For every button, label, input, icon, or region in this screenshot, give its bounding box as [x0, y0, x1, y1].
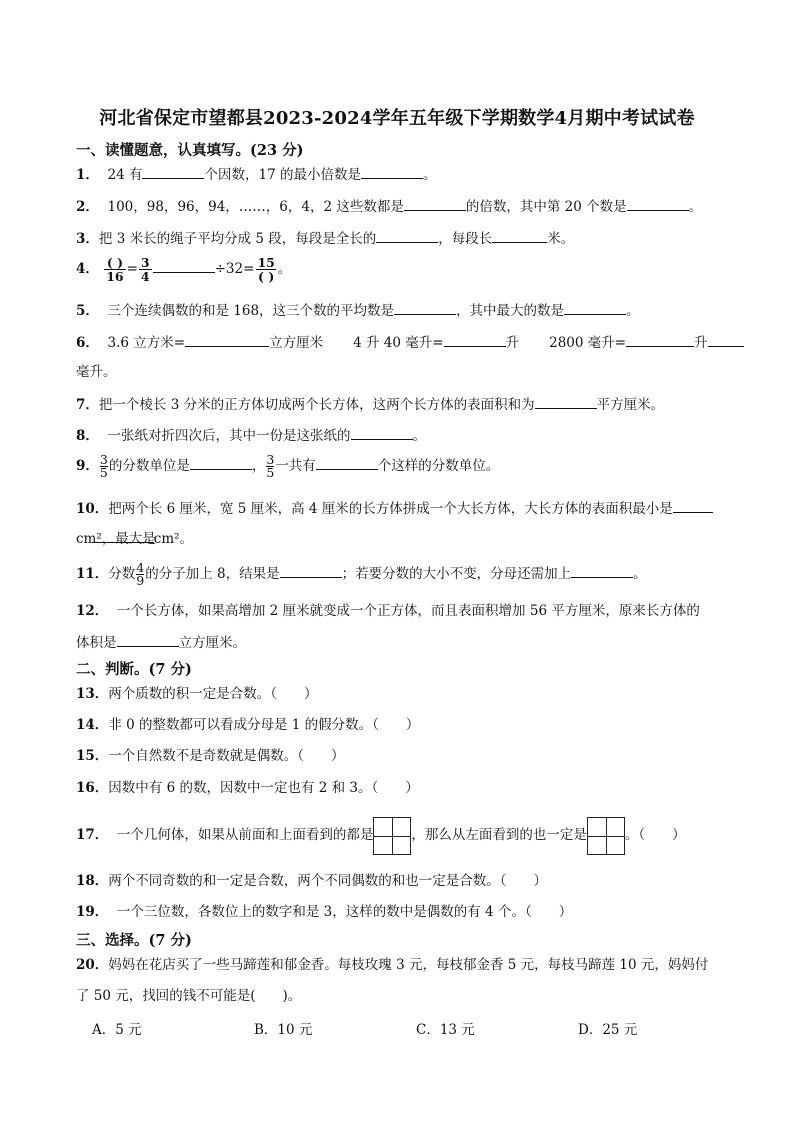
- section-1-heading: 一、读懂题意，认真填写。(23 分): [76, 142, 304, 159]
- question-20-continued: 了 50 元，找回的钱不可能是( )。: [76, 988, 302, 1004]
- answer-blank[interactable]: [185, 332, 269, 347]
- fraction-15-over-blank: $\frac{15}{( )}$: [257, 255, 275, 284]
- answer-blank[interactable]: [142, 164, 204, 179]
- answer-blank[interactable]: [492, 228, 547, 243]
- answer-blank[interactable]: [153, 258, 215, 273]
- answer-blank[interactable]: [444, 332, 506, 347]
- answer-blank[interactable]: [535, 394, 597, 409]
- question-9: 9． $\frac{3}{5}$ 的分数单位是 ， $\frac{3}{5}$ 一共有 个这样的分数单位。: [76, 452, 500, 480]
- question-5: 5． 三个连续偶数的和是 168，这三个数的平均数是 ，其中最大的数是 。: [76, 300, 640, 321]
- fraction-4-9: $\frac{4}{9}$: [136, 560, 145, 588]
- question-2: 2． 100，98，96，94，……，6，4，2 这些数都是 的倍数，其中第 20 个数是 。: [76, 196, 702, 217]
- answer-blank[interactable]: [316, 455, 378, 470]
- question-6: 6． 3.6 立方米= 立方厘米 4 升 40 毫升= 升 2800 毫升= 升: [76, 332, 744, 353]
- question-19: 19． 一个三位数，各数位上的数字和是 3，这样的数中是偶数的有 4 个。（ ）: [76, 904, 573, 920]
- answer-blank[interactable]: [376, 228, 438, 243]
- answer-blank[interactable]: [361, 164, 423, 179]
- question-10: 10．把两个长 6 厘米，宽 5 厘米，高 4 厘米的长方体拼成一个大长方体，大长方体的表面积最小是: [76, 498, 713, 519]
- option-a[interactable]: A．5 元: [92, 1022, 142, 1038]
- section-2-heading: 二、判断。(7 分): [76, 661, 192, 678]
- section-3-heading: 三、选择。(7 分): [76, 932, 192, 949]
- square-grid-figure: [587, 817, 625, 855]
- question-20: 20．妈妈在花店买了一些马蹄莲和郁金香。每枝玫瑰 3 元，每枝郁金香 5 元，每枝马蹄莲 10 元，妈妈付: [76, 957, 709, 973]
- question-17: 17． 一个几何体，如果从前面和上面看到的都是 ，那么从左面看到的也一定是 。（ ）: [76, 815, 686, 855]
- question-3: 3．把 3 米长的绳子平均分成 5 段，每段是全长的 ，每段长 米。: [76, 228, 574, 249]
- square-grid-figure: [373, 817, 411, 855]
- question-7: 7．把一个棱长 3 分米的正方体切成两个长方体，这两个长方体的表面积和为 平方厘米。: [76, 394, 664, 415]
- answer-blank[interactable]: [92, 528, 154, 543]
- question-18: 18．两个不同奇数的和一定是合数，两个不同偶数的和也一定是合数。（ ）: [76, 873, 548, 889]
- question-14: 14．非 0 的整数都可以看成分母是 1 的假分数。（ ）: [76, 717, 420, 733]
- question-4: 4． $\frac{( )}{16}$ = $\frac{3}{4}$ ÷32= $\frac{15}{( )}$ 。: [76, 255, 292, 284]
- question-6-continued: 毫升。: [76, 364, 117, 380]
- question-15: 15．一个自然数不是奇数就是偶数。（ ）: [76, 748, 345, 764]
- question-10-continued: cm²，最大是cm²。: [76, 528, 193, 549]
- question-12-continued: 体积是 立方厘米。: [76, 632, 246, 653]
- option-c[interactable]: C．13 元: [416, 1022, 475, 1038]
- answer-blank[interactable]: [351, 425, 413, 440]
- question-1: 1． 24 有 个因数，17 的最小倍数是 。: [76, 164, 436, 185]
- answer-blank[interactable]: [394, 300, 456, 315]
- question-8: 8． 一张纸对折四次后，其中一份是这张纸的 。: [76, 425, 426, 446]
- answer-blank[interactable]: [117, 632, 179, 647]
- answer-blank[interactable]: [626, 332, 694, 347]
- option-d[interactable]: D．25 元: [578, 1022, 638, 1038]
- question-13: 13．两个质数的积一定是合数。（ ）: [76, 686, 318, 702]
- answer-blank[interactable]: [708, 332, 744, 347]
- fraction-3-5: $\frac{3}{5}$: [266, 452, 275, 480]
- answer-blank[interactable]: [190, 455, 252, 470]
- answer-blank[interactable]: [673, 498, 713, 513]
- answer-blank[interactable]: [627, 196, 689, 211]
- question-11: 11．分数 $\frac{4}{9}$ 的分子加上 8，结果是 ；若要分数的大小不变，分母还需加上 。: [76, 560, 647, 588]
- answer-blank[interactable]: [404, 196, 466, 211]
- answer-blank[interactable]: [280, 563, 342, 578]
- fraction-3-5: $\frac{3}{5}$: [99, 452, 108, 480]
- question-16: 16．因数中有 6 的数，因数中一定也有 2 和 3。（ ）: [76, 780, 419, 796]
- option-b[interactable]: B．10 元: [254, 1022, 313, 1038]
- exam-title: 河北省保定市望都县2023-2024学年五年级下学期数学4月期中考试试卷: [99, 108, 695, 129]
- fraction-3-4: $\frac{3}{4}$: [140, 255, 150, 284]
- answer-blank[interactable]: [571, 563, 633, 578]
- answer-blank[interactable]: [564, 300, 626, 315]
- fraction-blank-over-16: $\frac{( )}{16}$: [106, 255, 124, 284]
- question-12: 12． 一个长方体，如果高增加 2 厘米就变成一个正方体，而且表面积增加 56 平方厘米，原来长方体的: [76, 603, 700, 619]
